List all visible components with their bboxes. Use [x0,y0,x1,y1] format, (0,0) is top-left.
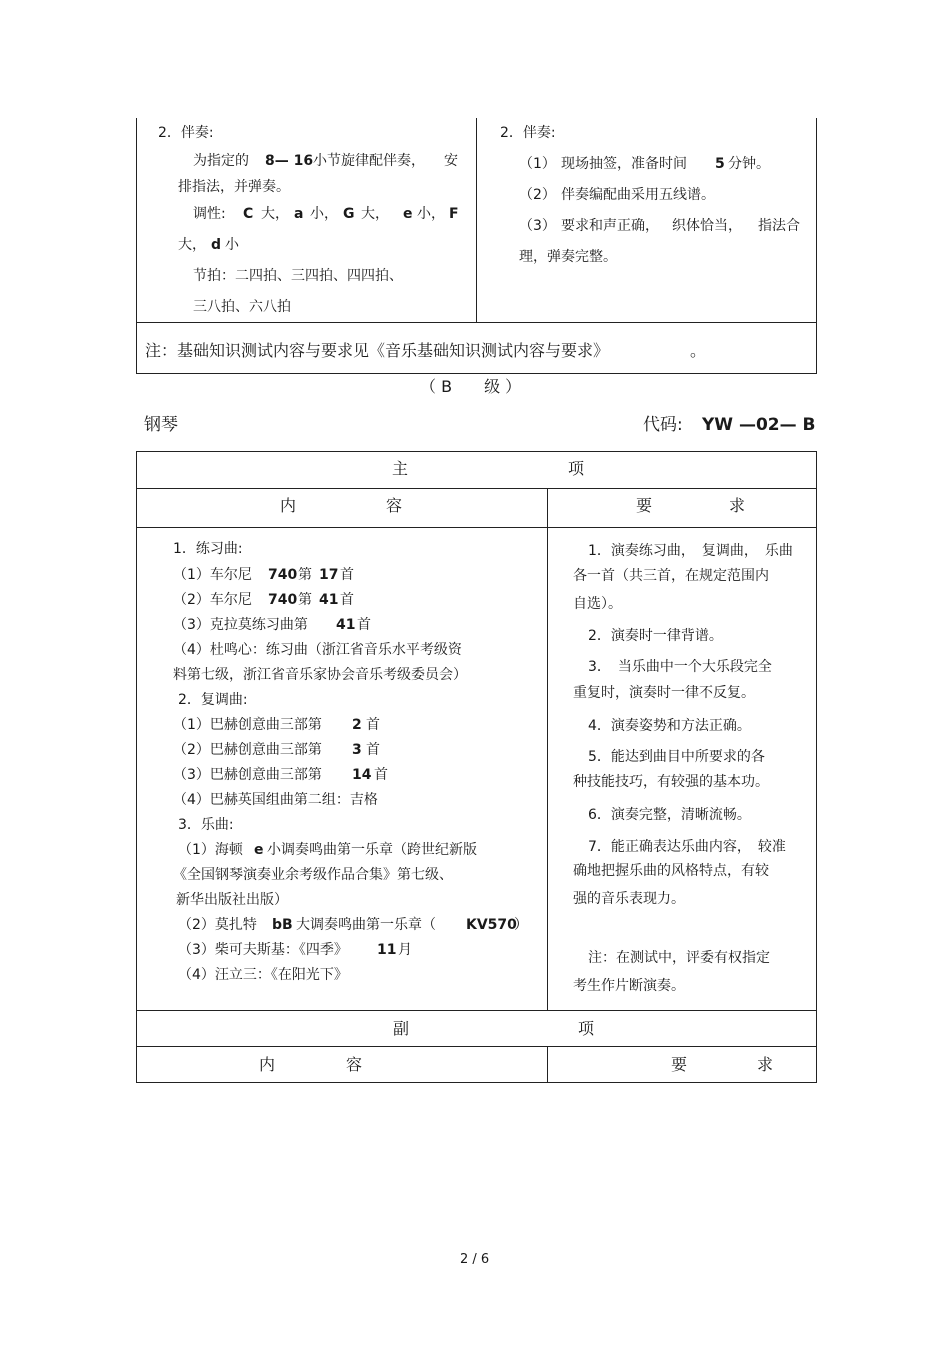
content-text: 首 [366,717,380,733]
col-content-1: 内 [280,496,297,515]
code-label: 代码: [643,415,683,435]
require-line: 各一首（共三首，在规定范围内 [573,568,769,584]
key-f: F [449,206,459,222]
keys-label: 调性: [193,206,226,222]
left-line1a: 为指定的 [193,153,249,169]
content-text: ） [514,917,528,933]
require-line: 5．能达到曲目中所要求的各 [588,749,765,765]
r3-text-c: 指法合 [758,218,800,234]
r3-text-a: 要求和声正确， [561,218,659,234]
content-bold: e [254,842,264,858]
note-end: 。 [690,341,707,360]
content-line: 料第七级，浙江省音乐家协会音乐考级委员会） [173,667,467,683]
require-line: 3． 当乐曲中一个大乐段完全 [588,659,772,675]
key-c: C [243,206,254,222]
content-text: 首 [340,592,354,608]
content-line: （2）车尔尼 [173,592,252,608]
content-text: 第 [298,592,312,608]
note-text: 注：基础知识测试内容与要求见《音乐基础知识测试内容与要求》 [145,341,610,360]
content-line: （4）汪立三：《在阳光下》 [178,967,348,983]
level-title: （ B 级 ） [420,377,522,396]
content-line: 2．复调曲: [178,692,248,708]
main-section-title-2: 项 [568,459,585,478]
page-number: 2 / 6 [460,1252,490,1267]
key-g-text: 大， [361,206,389,222]
sub-col-require-1: 要 [671,1055,688,1074]
content-bold: 2 [352,717,362,733]
content-bold: 41 [319,592,339,608]
content-line: 3．乐曲: [178,817,234,833]
content-line: （3）巴赫创意曲三部第 [173,767,322,783]
left-line1c: 小节旋律配伴奏， [313,153,425,169]
code-value: YW —02— B [702,415,816,435]
right-heading: 2．伴奏: [500,125,556,141]
require-line: 强的音乐表现力。 [573,891,685,907]
content-text: 首 [374,767,388,783]
left-line2: 排指法，并弹奏。 [178,179,290,195]
content-text: 大调奏鸣曲第一乐章（ [296,917,436,933]
r1-tail: 分钟。 [728,156,770,172]
content-line: （1）巴赫创意曲三部第 [173,717,322,733]
require-line: 种技能技巧，有较强的基本功。 [573,774,769,790]
content-bold: 740 [268,592,298,608]
require-line: 1．演奏练习曲， 复调曲， 乐曲 [588,543,793,559]
require-line: 确地把握乐曲的风格特点，有较 [573,863,769,879]
r2-text: 伴奏编配曲采用五线谱。 [561,187,715,203]
keys-line2c: 小 [225,237,239,253]
main-section-title-1: 主 [392,459,409,478]
require-line: 4．演奏姿势和方法正确。 [588,718,751,734]
content-text: 小调奏鸣曲第一乐章（跨世纪新版 [267,842,477,858]
content-bold: bB [272,917,293,933]
left-line1d: 安 [444,153,458,169]
content-text: 第 [298,567,312,583]
content-bold: 17 [319,567,339,583]
keys-line2a: 大， [178,237,206,253]
key-a-text: 小， [310,206,338,222]
r3-num: （3） [519,218,556,234]
content-bold: KV570 [466,917,517,933]
key-c-text: 大， [261,206,289,222]
require-line: 重复时，演奏时一律不反复。 [573,685,755,701]
content-line: （3）柴可夫斯基：《四季》 [178,942,348,958]
require-note-line: 考生作片断演奏。 [573,978,685,994]
r2-num: （2） [519,187,556,203]
content-text: 首 [357,617,371,633]
sub-col-content-2: 容 [346,1055,363,1074]
key-g: G [343,206,355,222]
key-e: e [403,206,413,222]
content-line: （2）巴赫创意曲三部第 [173,742,322,758]
r1-num2: 5 [715,156,725,172]
content-line: （4）巴赫英国组曲第二组：吉格 [173,792,378,808]
content-line: （3）克拉莫练习曲第 [173,617,308,633]
sub-col-content-1: 内 [259,1055,276,1074]
left-heading: 2．伴奏: [158,125,214,141]
meter-line2: 三八拍、六八拍 [193,299,291,315]
require-line: 自选）。 [573,596,622,612]
sub-col-require-2: 求 [757,1055,774,1074]
content-line: 1．练习曲: [173,541,243,557]
r3-line2: 理，弹奏完整。 [519,249,617,265]
col-require-2: 求 [729,496,746,515]
col-require-1: 要 [636,496,653,515]
content-text: 首 [366,742,380,758]
key-e-text: 小， [417,206,445,222]
content-text: 首 [340,567,354,583]
content-line: （1）海顿 [178,842,243,858]
key-d: d [211,237,222,253]
require-line: 2．演奏时一律背谱。 [588,628,723,644]
content-bold: 3 [352,742,362,758]
r1-num: （1） [519,156,556,172]
sub-section-title-2: 项 [578,1019,595,1038]
content-text: 月 [398,942,412,958]
content-bold: 41 [336,617,356,633]
require-note-line: 注：在测试中，评委有权指定 [588,950,770,966]
content-line: （4）杜鸣心：练习曲（浙江省音乐水平考级资 [173,642,462,658]
require-line: 7．能正确表达乐曲内容， 较准 [588,839,786,855]
r1-text: 现场抽签，准备时间 [561,156,687,172]
content-line: 《全国钢琴演奏业余考级作品合集》第七级、 [173,867,453,883]
content-line: （1）车尔尼 [173,567,252,583]
col-content-2: 容 [386,496,403,515]
subject-label: 钢琴 [144,415,178,435]
meter-line1: 节拍：二四拍、三四拍、四四拍、 [193,268,403,284]
content-line: 新华出版社出版） [176,892,288,908]
require-line: 6．演奏完整，清晰流畅。 [588,807,751,823]
r3-text-b: 织体恰当， [672,218,742,234]
left-line1b: 8— 16 [265,153,314,169]
content-bold: 11 [377,942,397,958]
content-bold: 14 [352,767,372,783]
content-line: （2）莫扎特 [178,917,257,933]
key-a: a [294,206,304,222]
sub-section-title-1: 副 [393,1019,410,1038]
content-bold: 740 [268,567,298,583]
